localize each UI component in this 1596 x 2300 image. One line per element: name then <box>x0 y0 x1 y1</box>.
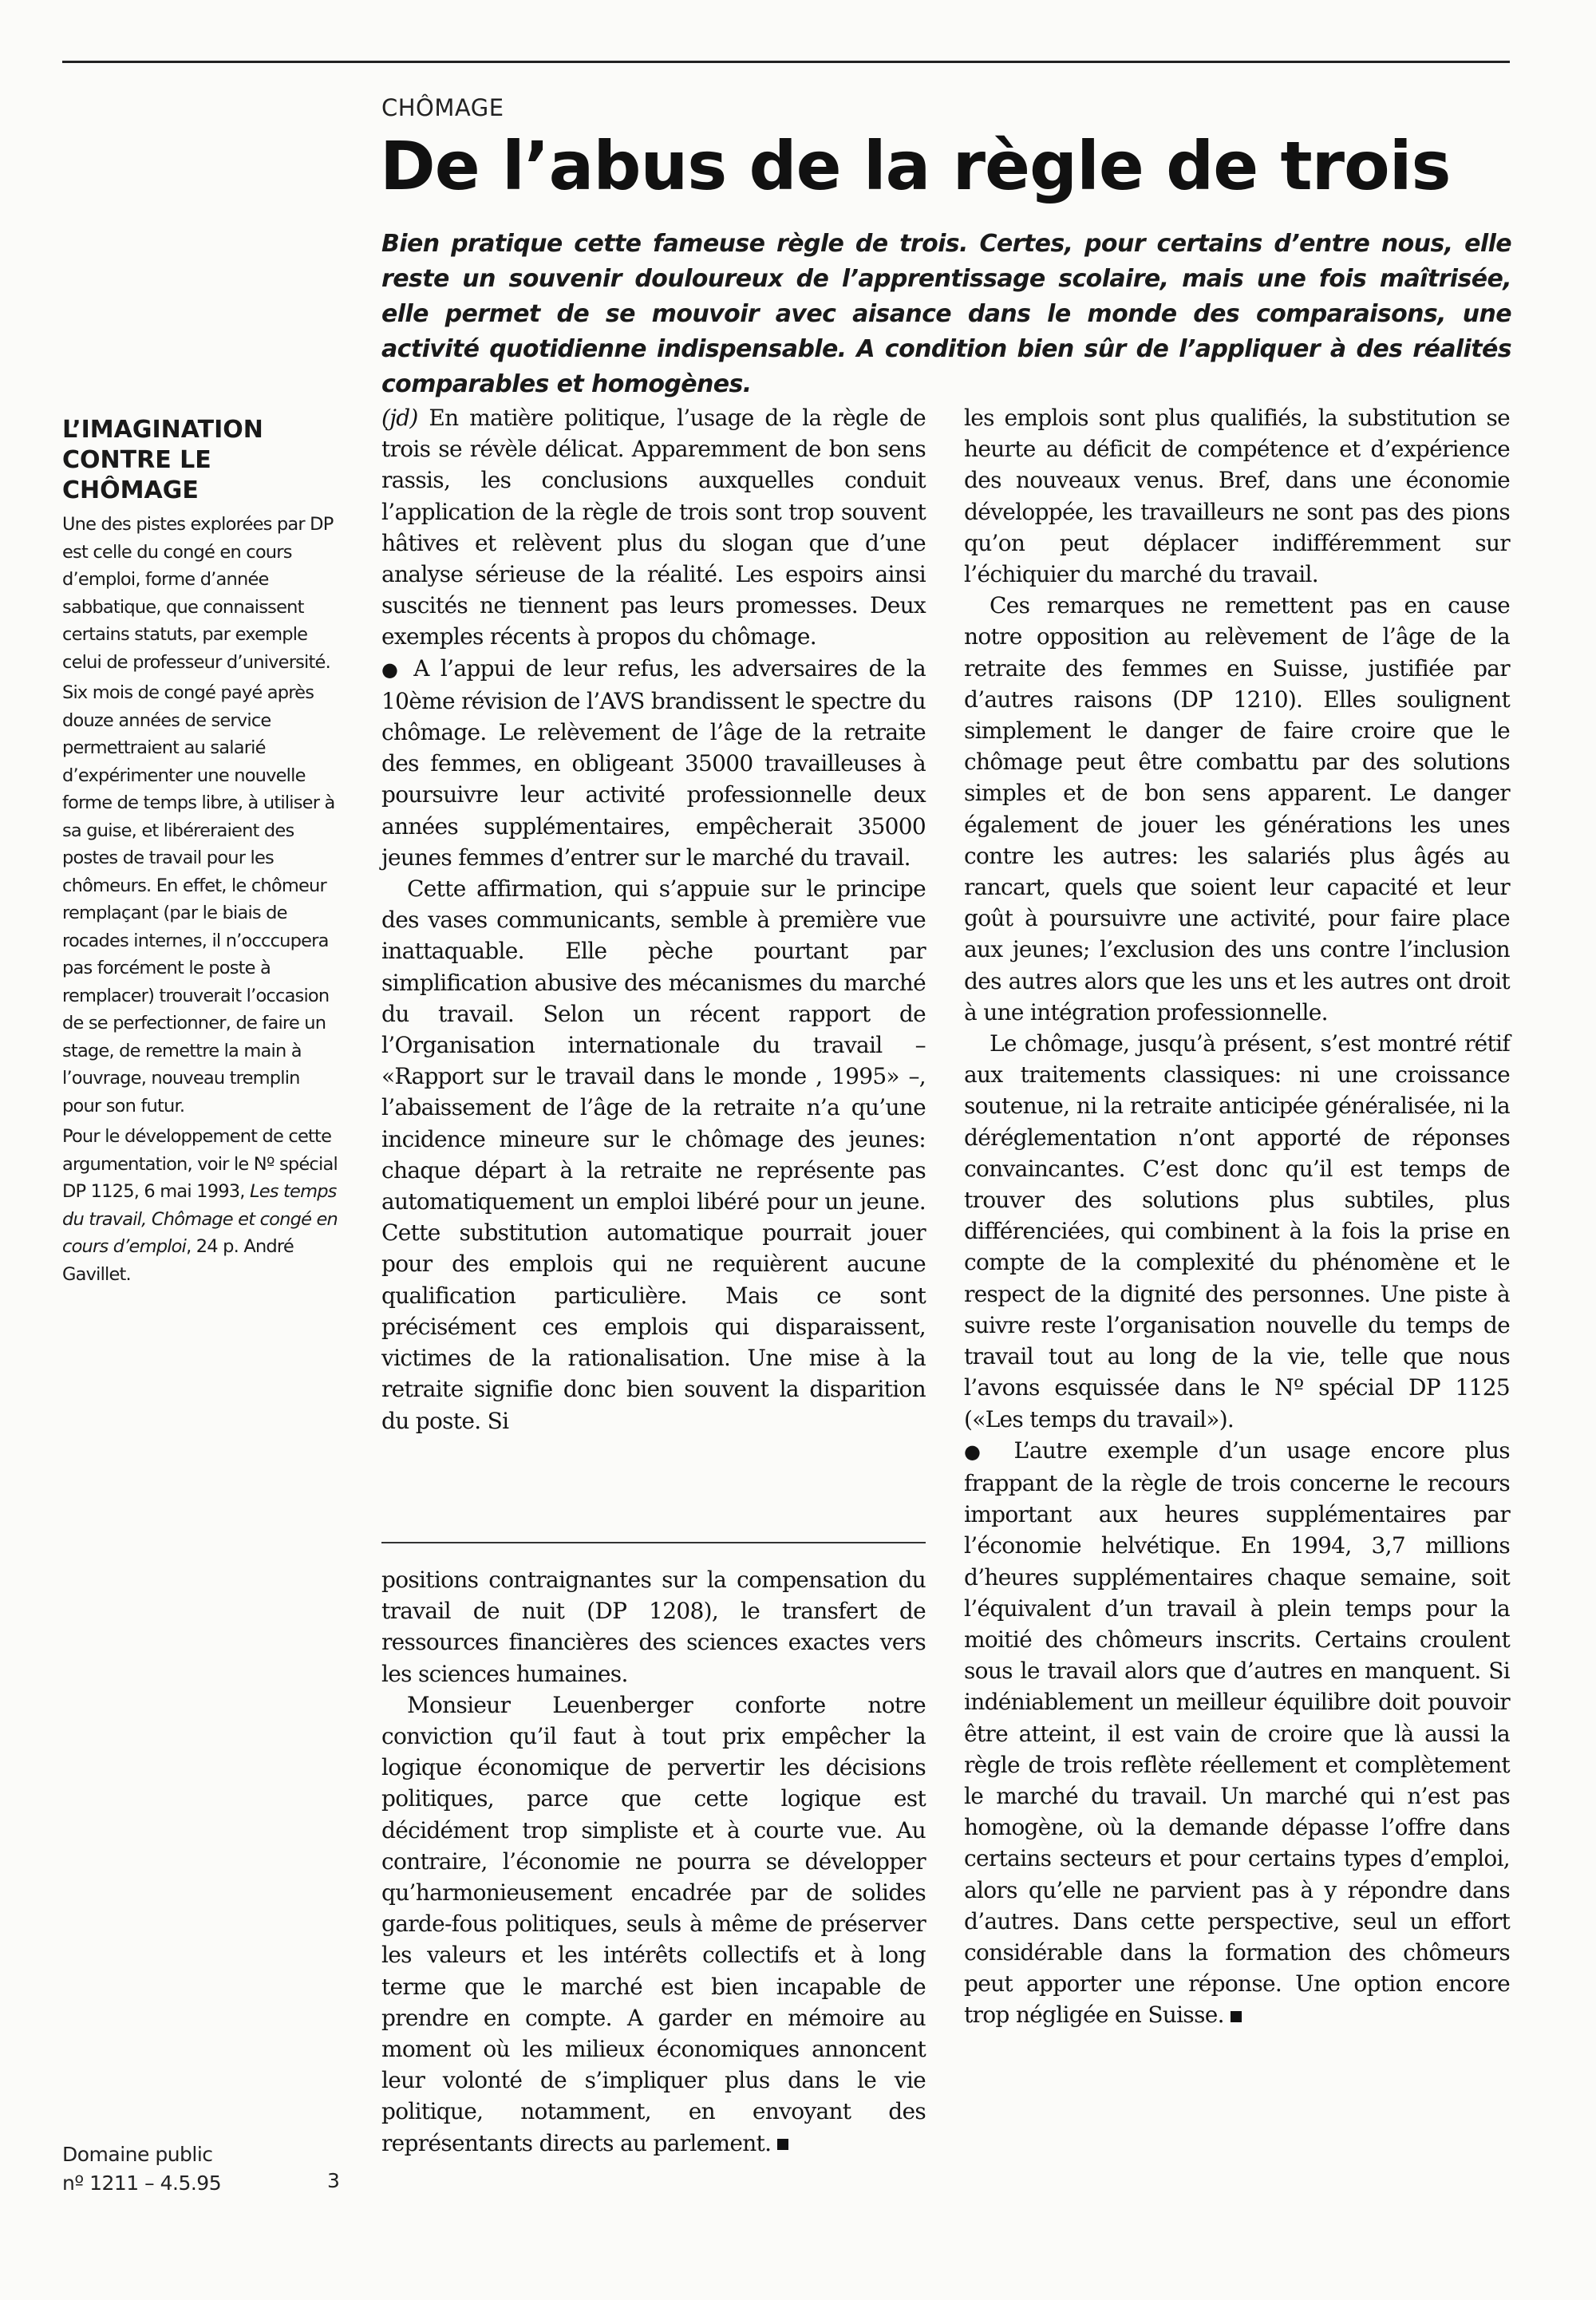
bullet-icon: ● <box>381 658 403 681</box>
end-square-icon <box>777 2139 788 2150</box>
top-rule <box>62 61 1510 63</box>
sidebar-ref-title: Les temps du travail, Chômage et congé en cours d’emploi <box>62 1181 338 1257</box>
sidebar-paragraph-3 <box>62 1123 342 1288</box>
publication-name: Domaine public <box>62 2143 213 2166</box>
body-paragraph: Le chômage, jusqu’à présent, s’est montré rétif aux traitements classiques: ni une croissance soutenue, ni la retraite anticipée généralisée, ni la déréglementation n’ont apporté de réponses convaincantes. C’est donc qu’il est temps de trouver des solutions plus subtiles, plus différenciées, qui combinent à la fois la prise en compte de la complexité du phénomène et le respect de la dignité des personnes. Une piste à suivre reste l’organisation nouvelle du temps de travail tout au long de la vie, telle que nous l’avons esquissée dans le Nº spécial DP 1125 («Les temps du travail»). <box>964 1030 1510 1433</box>
issue-info: nº 1211 – 4.5.95 <box>62 2172 222 2195</box>
article-column-1 <box>381 402 926 1437</box>
sidebar-box <box>62 415 342 1291</box>
sidebar-ref-end: , 24 p. André Gavillet. <box>62 1236 294 1285</box>
section-kicker: CHÔMAGE <box>381 94 504 121</box>
body-paragraph: positions contraignantes sur la compensation du travail de nuit (DP 1208), le transfert de ressources financières des sciences exactes vers les sciences humaines. <box>381 1567 926 1687</box>
sidebar-ref-text: Pour le développement de cette argumentation, voir le Nº spécial DP 1125, 6 mai 1993, <box>62 1126 338 1202</box>
article-title: De l’abus de la règle de trois <box>380 127 1451 205</box>
sidebar-paragraph-2: Six mois de congé payé après douze années de service permettraient au salarié d’expérimenter une nouvelle forme de temps libre, à utiliser à sa guise, et libéreraient des postes de travail pour les chômeurs. En effet, le chômeur remplaçant (par le biais de rocades internes, il n’occcupera pas forcément le poste à remplacer) trouverait l’occasion de se perfectionner, de faire un stage, de remettre la main à l’ouvrage, nouveau tremplin pour son futur. <box>62 682 335 1116</box>
body-paragraph: Cette affirmation, qui s’appuie sur le principe des vases communicants, semble à première vue inattaquable. Elle pèche pourtant par simplification abusive des mécanismes du marché du travail. Selon un récent rapport de l’Organisation internationale du travail – «Rapport sur le travail dans le monde , 1995» –, l’abaissement de l’âge de la retraite n’a qu’une incidence mineure sur le chômage des jeunes: chaque départ à la retraite ne représente pas automatiquement un emploi libéré pour un jeune. Cette substitution automatique pourrait jouer pour des emplois qui ne requièrent aucune qualification particulière. Mais ce sont précisément ces emplois qui disparaissent, victimes de la rationalisation. Une mise à la retraite signifie donc bien souvent la disparition du poste. Si <box>381 875 926 1434</box>
column-divider <box>381 1542 926 1543</box>
sidebar-paragraph-1: Une des pistes explorées par DP est celle du congé en cours d’emploi, forme d’année sabbatique, que connaissent certains statuts, par exemple celui de professeur d’université. <box>62 514 334 673</box>
author-initials: (jd) <box>381 405 418 431</box>
article-column-1-continued <box>381 1564 926 2159</box>
body-paragraph: ● L’autre exemple d’un usage encore plus frappant de la règle de trois concerne le recours important aux heures supplémentaires par l’économie helvétique. En 1994, 3,7 millions d’heures supplémentaires chaque semaine, soit l’équivalent d’un travail à plein temps pour la moitié des chômeurs inscrits. Certains croulent sous le travail alors que d’autres en manquent. Si indéniablement un meilleur équilibre doit pouvoir être atteint, il est vain de croire que là aussi la règle de trois reflète réellement et complètement le marché du travail. Un marché qui n’est pas homogène, où la demande dépasse l’offre dans certains secteurs et pour certains types d’emploi, alors qu’elle ne parvient pas à y répondre dans d’autres. Dans cette perspective, seul un effort considérable dans la formation des chômeurs peut apporter une réponse. Une option encore trop négligée en Suisse. <box>964 1437 1510 2029</box>
body-paragraph: (jd) En matière politique, l’usage de la règle de trois se révèle délicat. Apparemment de bon sens rassis, les conclusions auxquelles conduit l’application de la règle de trois sont trop souvent hâtives et relèvent plus du slogan que d’une analyse sérieuse de la réalité. Les espoirs ainsi suscités ne tiennent pas leurs promesses. Deux exemples récents à propos du chômage. <box>381 405 926 650</box>
publication-footer <box>62 2140 302 2198</box>
body-paragraph: Monsieur Leuenberger conforte notre conviction qu’il faut à tout prix empêcher la logique économique de pervertir les décisions politiques, parce que cette logique est décidément trop simpliste et à courte vue. Au contraire, l’économie ne pourra se développer qu’harmonieusement encadrée par de solides garde-fous politiques, seuls à même de préserver les valeurs et les intérêts collectifs et à long terme que le marché est bien incapable de prendre en compte. A garder en mémoire au moment où les milieux économiques annoncent leur volonté de s’impliquer plus dans le vie politique, notamment, en envoyant des représentants directs au parlement. <box>381 1691 926 2156</box>
article-column-2 <box>964 402 1510 2031</box>
end-square-icon <box>1231 2011 1242 2022</box>
page-number: 3 <box>327 2169 340 2192</box>
sidebar-heading: L’IMAGINATION CONTRE LE CHÔMAGE <box>62 416 263 504</box>
body-paragraph: les emplois sont plus qualifiés, la substitution se heurte au déficit de compétence et d’expérience des nouveaux venus. Bref, dans une économie développée, les travailleurs ne sont pas des pions qu’on peut déplacer indifféremment sur l’échiquier du marché du travail. <box>964 405 1510 588</box>
body-paragraph: Ces remarques ne remettent pas en cause notre opposition au relèvement de l’âge de la retraite des femmes en Suisse, justifiée par d’autres raisons (DP 1210). Elles soulignent simplement le danger de faire croire que le chômage peut être combattu par des solutions simples et de bon sens apparent. Le danger également de jouer les générations les unes contre les autres: les salariés plus âgés au rancart, quels que soient leur capacité et leur goût à poursuivre une activité, pour faire place aux jeunes; l’exclusion des uns contre l’inclusion des autres alors que les uns et les autres ont droit à une intégration professionnelle. <box>964 592 1510 1026</box>
body-paragraph: ● A l’appui de leur refus, les adversaires de la 10ème révision de l’AVS brandissent le spectre du chômage. Le relèvement de l’âge de la retraite des femmes, en obligeant 35000 travailleuses à poursuivre leur activité professionnelle deux années supplémentaires, empêcherait 35000 jeunes femmes d’entrer sur le marché du travail. <box>381 654 926 871</box>
article-lead: Bien pratique cette fameuse règle de trois. Certes, pour certains d’entre nous, elle reste un souvenir douloureux de l’apprentissage scolaire, mais une fois maîtrisée, elle permet de se mouvoir avec aisance dans le monde des comparaisons, une activité quotidienne indispensable. A condition bien sûr de l’appliquer à des réalités comparables et homogènes. <box>381 230 1511 398</box>
bullet-icon: ● <box>964 1440 994 1463</box>
